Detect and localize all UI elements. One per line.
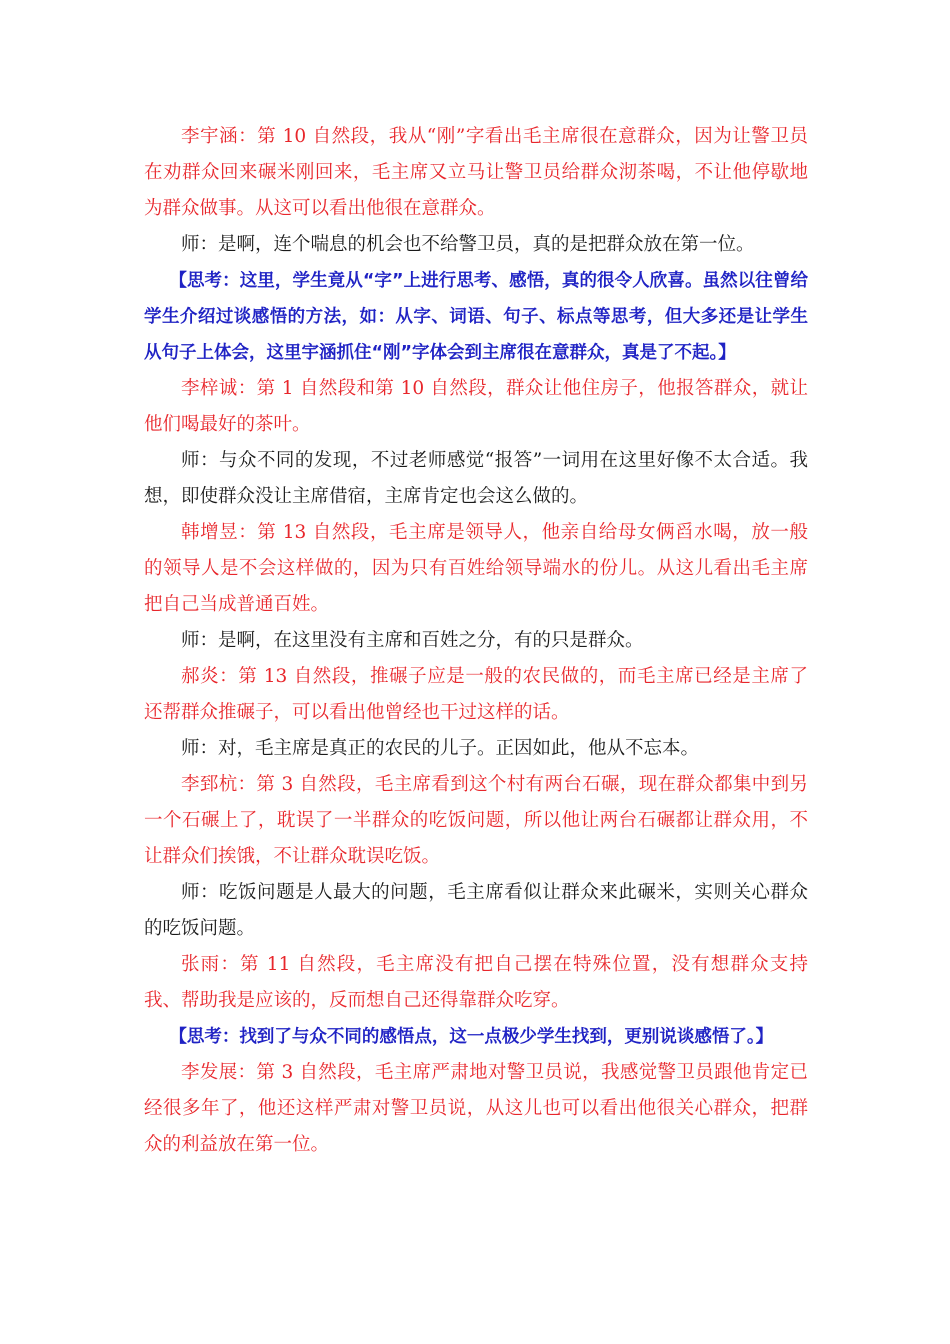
teacher-reflection: 【思考：这里，学生竟从“字”上进行思考、感悟，真的很令人欣喜。虽然以往曾给学生介绍过谈感悟的方法，如：从字、词语、句子、标点等思考，但大多还是让学生从句子上体会，这里宇涵抓住“刚”字体会到主席很在意群众，真是了不起。】 xyxy=(144,271,808,363)
teacher-reply: 师：对，毛主席是真正的农民的儿子。正因如此，他从不忘本。 xyxy=(181,738,700,759)
teacher-reply: 师：是啊，连个喘息的机会也不给警卫员，真的是把群众放在第一位。 xyxy=(181,234,755,255)
document-page xyxy=(144,119,808,1163)
teacher-reply: 师：是啊，在这里没有主席和百姓之分，有的只是群众。 xyxy=(181,630,644,651)
student-remark-hao-yan: 郝炎：第 13 自然段，推碾子应是一般的农民做的，而毛主席已经是主席了还帮群众推碾子，可以看出他曾经也干过这样的话。 xyxy=(144,666,808,723)
student-remark-li-fazhan: 李发展：第 3 自然段，毛主席严肃地对警卫员说，我感觉警卫员跟他肯定已经很多年了，他还这样严肃对警卫员说，从这儿也可以看出他很关心群众，把群众的利益放在第一位。 xyxy=(144,1062,808,1155)
student-remark-zhang-yu: 张雨：第 11 自然段，毛主席没有把自己摆在特殊位置，没有想群众支持我、帮助我是应该的，反而想自己还得靠群众吃穿。 xyxy=(144,954,808,1011)
teacher-reflection: 【思考：找到了与众不同的感悟点，这一点极少学生找到，更别说谈感悟了。】 xyxy=(169,1027,774,1047)
student-remark-han-zengyu: 韩增昱：第 13 自然段，毛主席是领导人，他亲自给母女俩舀水喝，放一般的领导人是不会这样做的，因为只有百姓给领导端水的份儿。从这儿看出毛主席把自己当成普通百姓。 xyxy=(144,522,808,615)
teacher-reply: 师：与众不同的发现，不过老师感觉“报答”一词用在这里好像不太合适。我想，即使群众没让主席借宿，主席肯定也会这么做的。 xyxy=(144,450,808,507)
student-remark-li-yuhan: 李宇涵：第 10 自然段，我从“刚”字看出毛主席很在意群众，因为让警卫员在劝群众回来碾米刚回来，毛主席又立马让警卫员给群众沏茶喝，不让他停歇地为群众做事。从这可以看出他很在意群众。 xyxy=(144,126,808,219)
student-remark-li-zhihang: 李郅杭：第 3 自然段，毛主席看到这个村有两台石碾，现在群众都集中到另一个石碾上了，耽误了一半群众的吃饭问题，所以他让两台石碾都让群众用，不让群众们挨饿，不让群众耽误吃饭。 xyxy=(144,774,808,867)
teacher-reply: 师：吃饭问题是人最大的问题，毛主席看似让群众来此碾米，实则关心群众的吃饭问题。 xyxy=(144,882,808,939)
student-remark-li-zicheng: 李梓诚：第 1 自然段和第 10 自然段，群众让他住房子，他报答群众，就让他们喝最好的茶叶。 xyxy=(144,378,808,435)
